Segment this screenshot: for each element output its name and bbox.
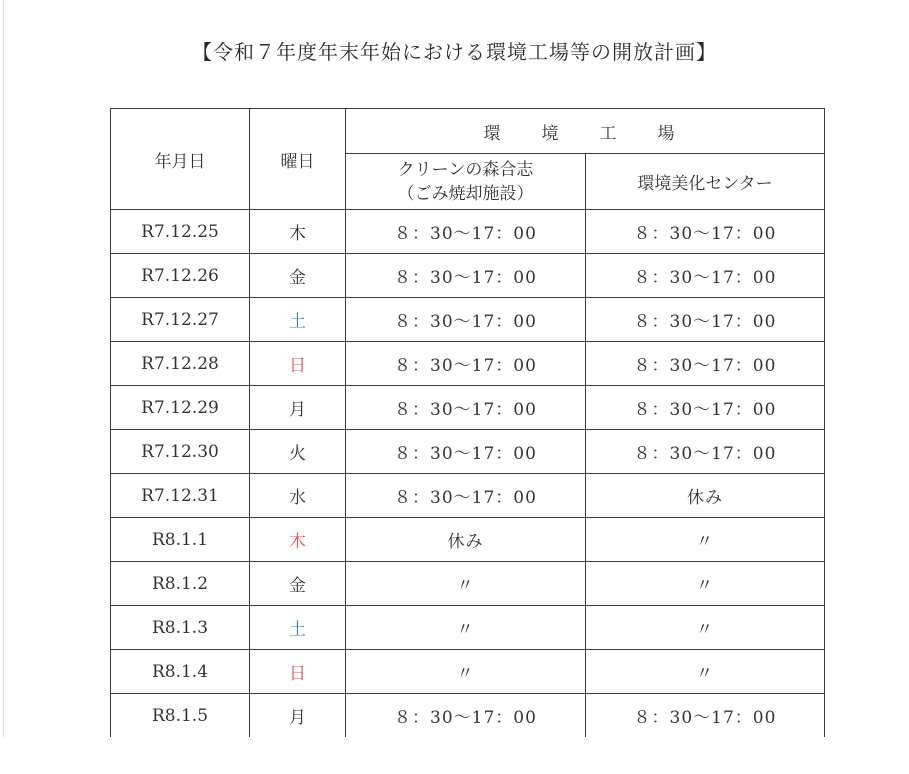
table-row xyxy=(111,342,825,386)
beautification-center-hours-cell: ８：30～17：00 xyxy=(586,386,825,430)
clean-forest-hours-cell: ８：30～17：00 xyxy=(346,430,586,474)
beautification-center-hours-cell: ８：30～17：00 xyxy=(586,342,825,386)
table-row xyxy=(111,694,825,738)
header-facility-clean-forest-name: クリーンの森合志 xyxy=(397,159,534,180)
weekday-cell: 金 xyxy=(250,254,346,298)
header-environment-factory: 環 境 工 場 xyxy=(346,109,825,154)
date-cell: R7.12.28 xyxy=(111,342,250,386)
table-row xyxy=(111,474,825,518)
table-row xyxy=(111,606,825,650)
table-row xyxy=(111,298,825,342)
date-cell: R8.1.3 xyxy=(111,606,250,650)
weekday-cell: 水 xyxy=(250,474,346,518)
date-cell: R7.12.29 xyxy=(111,386,250,430)
date-cell: R7.12.25 xyxy=(111,210,250,254)
beautification-center-hours-cell: 休み xyxy=(586,474,825,518)
table-row xyxy=(111,518,825,562)
header-weekday: 曜日 xyxy=(250,109,346,210)
table-row xyxy=(111,210,825,254)
clean-forest-hours-cell: ８：30～17：00 xyxy=(346,298,586,342)
table-row xyxy=(111,562,825,606)
weekday-cell: 月 xyxy=(250,386,346,430)
beautification-center-hours-cell: ８：30～17：00 xyxy=(586,430,825,474)
weekday-cell: 土 xyxy=(250,298,346,342)
date-cell: R8.1.5 xyxy=(111,694,250,738)
date-cell: R7.12.31 xyxy=(111,474,250,518)
date-cell: R7.12.27 xyxy=(111,298,250,342)
schedule-body xyxy=(111,210,825,738)
clean-forest-hours-cell: ８：30～17：00 xyxy=(346,694,586,738)
beautification-center-hours-cell: ８：30～17：00 xyxy=(586,254,825,298)
clean-forest-hours-cell: ８：30～17：00 xyxy=(346,474,586,518)
beautification-center-hours-cell: 〃 xyxy=(586,650,825,694)
date-cell: R8.1.1 xyxy=(111,518,250,562)
clean-forest-hours-cell: ８：30～17：00 xyxy=(346,254,586,298)
weekday-cell: 火 xyxy=(250,430,346,474)
weekday-cell: 土 xyxy=(250,606,346,650)
table-row xyxy=(111,650,825,694)
clean-forest-hours-cell: ８：30～17：00 xyxy=(346,210,586,254)
page-edge-divider xyxy=(3,0,4,774)
weekday-cell: 木 xyxy=(250,518,346,562)
beautification-center-hours-cell: ８：30～17：00 xyxy=(586,694,825,738)
opening-schedule-table xyxy=(110,108,825,738)
page-title: 【令和７年度年末年始における環境工場等の開放計画】 xyxy=(192,40,717,64)
page-bottom-fade xyxy=(0,737,909,774)
header-facility-beautification-center: 環境美化センター xyxy=(586,154,825,210)
weekday-cell: 月 xyxy=(250,694,346,738)
clean-forest-hours-cell: 休み xyxy=(346,518,586,562)
header-facility-clean-forest-type: （ごみ焼却施設） xyxy=(397,183,534,204)
weekday-cell: 日 xyxy=(250,650,346,694)
clean-forest-hours-cell: 〃 xyxy=(346,650,586,694)
weekday-cell: 木 xyxy=(250,210,346,254)
clean-forest-hours-cell: 〃 xyxy=(346,562,586,606)
date-cell: R8.1.4 xyxy=(111,650,250,694)
beautification-center-hours-cell: 〃 xyxy=(586,518,825,562)
weekday-cell: 日 xyxy=(250,342,346,386)
beautification-center-hours-cell: 〃 xyxy=(586,606,825,650)
table-row xyxy=(111,386,825,430)
date-cell: R7.12.26 xyxy=(111,254,250,298)
clean-forest-hours-cell: ８：30～17：00 xyxy=(346,386,586,430)
header-date: 年月日 xyxy=(111,109,250,210)
beautification-center-hours-cell: 〃 xyxy=(586,562,825,606)
header-row-group xyxy=(111,109,825,154)
date-cell: R8.1.2 xyxy=(111,562,250,606)
clean-forest-hours-cell: ８：30～17：00 xyxy=(346,342,586,386)
clean-forest-hours-cell: 〃 xyxy=(346,606,586,650)
table-row xyxy=(111,430,825,474)
header-facility-clean-forest xyxy=(346,154,586,210)
weekday-cell: 金 xyxy=(250,562,346,606)
beautification-center-hours-cell: ８：30～17：00 xyxy=(586,210,825,254)
date-cell: R7.12.30 xyxy=(111,430,250,474)
table-row xyxy=(111,254,825,298)
beautification-center-hours-cell: ８：30～17：00 xyxy=(586,298,825,342)
